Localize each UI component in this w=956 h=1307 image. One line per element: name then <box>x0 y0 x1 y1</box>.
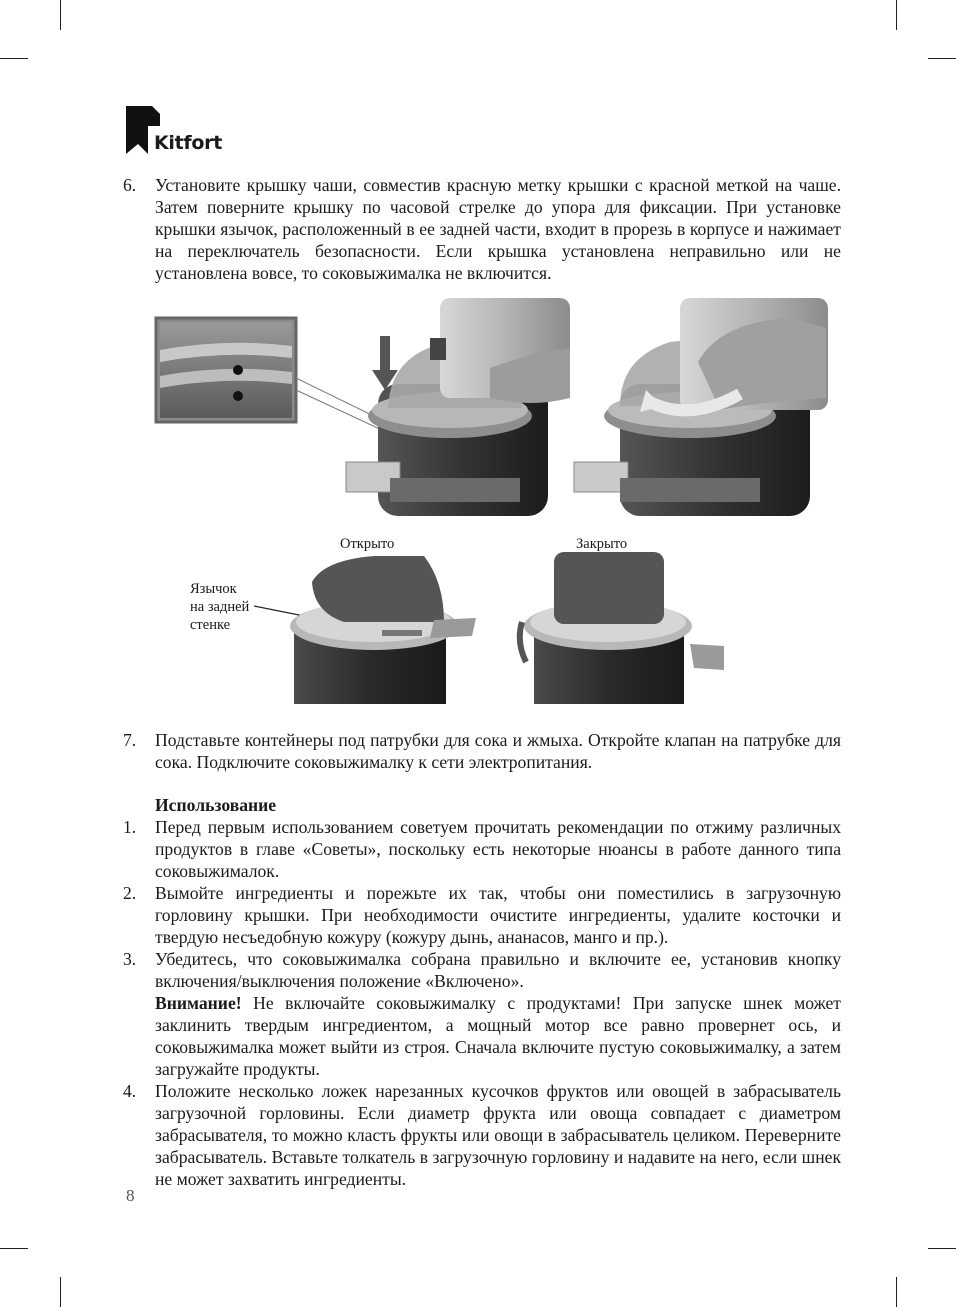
page-number: 8 <box>126 1186 135 1205</box>
usage-item-number: 2. <box>123 883 137 903</box>
crop-mark <box>896 0 897 30</box>
crop-mark <box>0 58 28 59</box>
crop-mark <box>896 1277 897 1307</box>
crop-mark <box>60 0 61 30</box>
usage-section <box>123 794 841 1190</box>
lid-install-illustration <box>150 298 830 516</box>
crop-mark <box>928 58 956 59</box>
step-text: Подставьте контейнеры под патрубки для сока и жмыха. Откройте клапан на патрубке для сока. Подключите соковыжималку к сети электропитания. <box>155 730 841 772</box>
usage-item <box>123 948 841 992</box>
usage-item-text: Перед первым использованием советуем прочитать рекомендации по отжиму различных продуктов в главе «Советы», поскольку есть некоторые нюансы в работе данного типа соковыжималок. <box>155 817 841 881</box>
crop-mark <box>928 1248 956 1249</box>
brand-logo <box>126 106 236 160</box>
caption-tab-line-2: на задней <box>190 599 250 615</box>
usage-item <box>123 882 841 948</box>
usage-heading: Использование <box>155 795 277 815</box>
usage-item-text: Положите несколько ложек нарезанных кусочков фруктов или овощей в забрасыватель загрузочной горловины. Если диаметр фрукта или овоща совпадает с диаметром забрасывателя, то можно класть фрукты или овощи в забрасыватель целиком. Переверните забрасыватель. Вставьте толкатель в загрузочную горловину и надавите на него, если шнек не может захватить ингредиенты. <box>155 1081 841 1189</box>
usage-item-text: Вымойте ингредиенты и порежьте их так, чтобы они поместились в загрузочную горловину крышки. При необходимости очистите ингредиенты, удалите косточки и твердую несъедобную кожуру (кожуру дынь, ананасов, манго и пр.). <box>155 883 841 947</box>
lid-open-closed-illustration <box>254 552 724 704</box>
brand-name: Kitfort <box>154 132 222 154</box>
usage-item-number: 3. <box>123 949 137 969</box>
crop-mark <box>60 1277 61 1307</box>
caption-closed: Закрыто <box>576 536 628 552</box>
usage-item <box>123 816 841 882</box>
caption-tab-line-3: стенке <box>190 617 231 633</box>
step-text: Установите крышку чаши, совместив красную метку крышки с красной меткой на чаше. Затем поверните крышку по часовой стрелке до упора для фиксации. При установке крышки язычок, расположенный в ее задней части, входит в прорезь в корпусе и нажимает на переключатель безопасности. Если крышка установлена неправильно или не установлена вовсе, то соковыжималка не включится. <box>155 175 841 283</box>
usage-item <box>123 1080 841 1190</box>
usage-item-number: 1. <box>123 817 137 837</box>
step-number: 7. <box>123 730 137 750</box>
step-6 <box>123 174 841 284</box>
usage-item-number: 4. <box>123 1081 137 1101</box>
caption-open: Открыто <box>340 536 395 552</box>
usage-item-text: Убедитесь, что соковыжималка собрана правильно и включите ее, установив кнопку включения/выключения положение «Включено». <box>155 949 841 991</box>
warning-note <box>123 992 841 1080</box>
step-7 <box>123 729 841 773</box>
warning-label: Внимание! <box>155 993 242 1013</box>
caption-tab-line-1: Язычок <box>190 581 237 597</box>
crop-mark <box>0 1248 28 1249</box>
warning-text: Не включайте соковыжималку с продуктами! При запуске шнек может заклинить твердым ингредиентом, а мощный мотор все равно провернет ось, и соковыжималка может выйти из строя. Сначала включите пустую соковыжималку, а затем загружайте продукты. <box>155 993 841 1079</box>
step-number: 6. <box>123 175 137 195</box>
